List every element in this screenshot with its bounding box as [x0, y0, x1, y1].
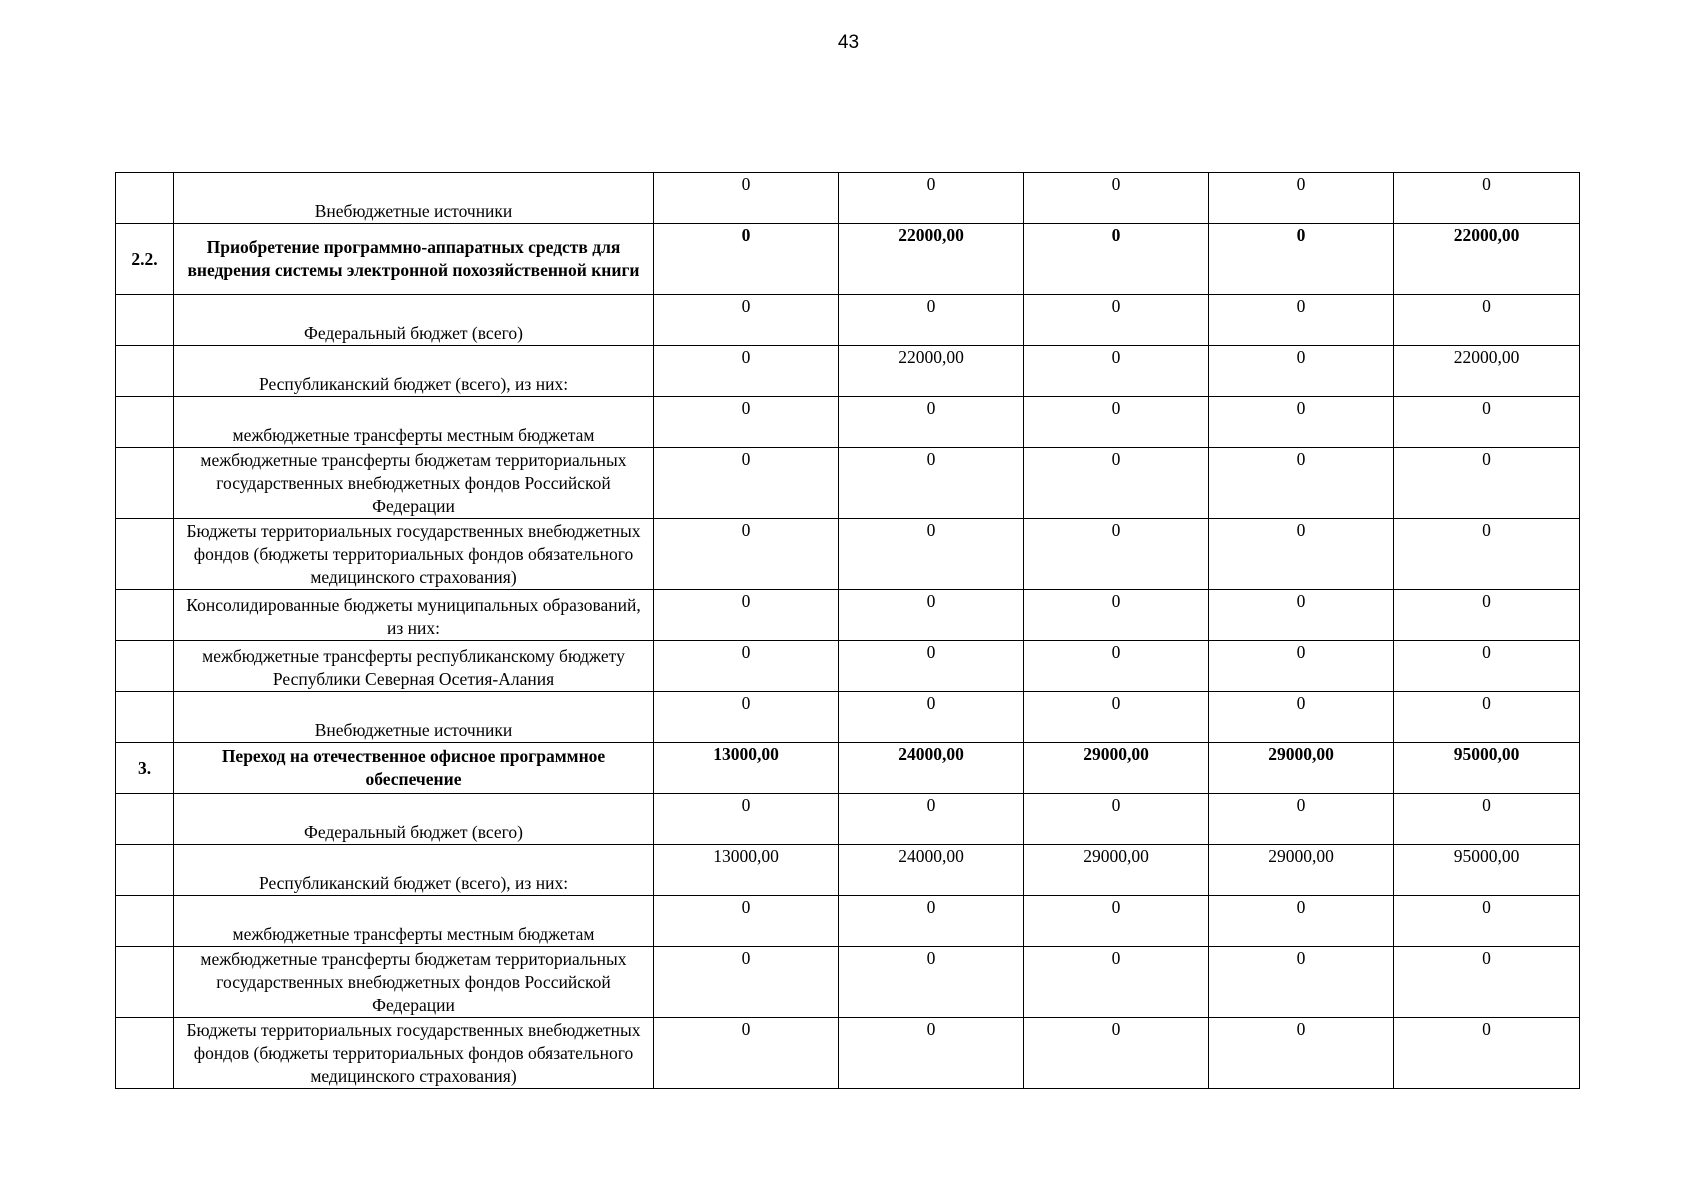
row-number-cell	[116, 295, 174, 346]
row-value-cell-5: 0	[1394, 519, 1580, 590]
row-value-cell-1: 0	[654, 224, 839, 295]
row-number-cell	[116, 1018, 174, 1089]
row-description-cell: Федеральный бюджет (всего)	[174, 295, 654, 346]
row-description-cell: межбюджетные трансферты бюджетам территориальных государственных внебюджетных фондов Российской Федерации	[174, 947, 654, 1018]
row-value-cell-2: 0	[839, 692, 1024, 743]
row-number-cell	[116, 896, 174, 947]
row-value-cell-2: 0	[839, 794, 1024, 845]
row-value-cell-3: 0	[1024, 224, 1209, 295]
row-number-cell	[116, 692, 174, 743]
row-description-cell: Внебюджетные источники	[174, 692, 654, 743]
row-value-cell-4: 0	[1209, 947, 1394, 1018]
row-value-cell-2: 0	[839, 397, 1024, 448]
row-value-cell-4: 0	[1209, 641, 1394, 692]
row-value-cell-1: 0	[654, 448, 839, 519]
row-value-cell-3: 0	[1024, 1018, 1209, 1089]
budget-table	[115, 172, 1580, 1089]
table-row	[116, 641, 1580, 692]
row-value-cell-3: 0	[1024, 590, 1209, 641]
table-body	[116, 173, 1580, 1089]
row-value-cell-3: 0	[1024, 519, 1209, 590]
row-number-cell	[116, 397, 174, 448]
table-row	[116, 346, 1580, 397]
row-value-cell-4: 0	[1209, 346, 1394, 397]
table-row	[116, 794, 1580, 845]
row-value-cell-5: 0	[1394, 397, 1580, 448]
row-value-cell-5: 22000,00	[1394, 224, 1580, 295]
row-value-cell-5: 95000,00	[1394, 845, 1580, 896]
row-value-cell-1: 0	[654, 397, 839, 448]
row-value-cell-4: 0	[1209, 448, 1394, 519]
table-row	[116, 743, 1580, 794]
row-value-cell-1: 0	[654, 173, 839, 224]
row-value-cell-1: 0	[654, 896, 839, 947]
row-value-cell-5: 0	[1394, 590, 1580, 641]
row-value-cell-2: 0	[839, 448, 1024, 519]
table-row	[116, 224, 1580, 295]
row-value-cell-3: 0	[1024, 397, 1209, 448]
row-value-cell-3: 0	[1024, 692, 1209, 743]
row-value-cell-2: 22000,00	[839, 346, 1024, 397]
row-value-cell-1: 0	[654, 947, 839, 1018]
row-number-cell	[116, 590, 174, 641]
row-number-cell	[116, 947, 174, 1018]
table-row	[116, 845, 1580, 896]
row-description-cell: Республиканский бюджет (всего), из них:	[174, 845, 654, 896]
row-value-cell-3: 0	[1024, 794, 1209, 845]
row-value-cell-2: 0	[839, 947, 1024, 1018]
row-number-cell	[116, 448, 174, 519]
row-value-cell-2: 24000,00	[839, 845, 1024, 896]
row-value-cell-4: 0	[1209, 397, 1394, 448]
row-description-cell: Федеральный бюджет (всего)	[174, 794, 654, 845]
row-number-cell: 3.	[116, 743, 174, 794]
row-value-cell-2: 0	[839, 519, 1024, 590]
table-row	[116, 397, 1580, 448]
row-description-cell: Консолидированные бюджеты муниципальных образований, из них:	[174, 590, 654, 641]
row-number-cell	[116, 346, 174, 397]
table-row	[116, 692, 1580, 743]
row-value-cell-5: 0	[1394, 295, 1580, 346]
table-row	[116, 295, 1580, 346]
row-value-cell-2: 24000,00	[839, 743, 1024, 794]
row-value-cell-3: 29000,00	[1024, 845, 1209, 896]
row-value-cell-1: 0	[654, 346, 839, 397]
row-number-cell	[116, 173, 174, 224]
row-value-cell-5: 0	[1394, 794, 1580, 845]
row-value-cell-5: 0	[1394, 692, 1580, 743]
row-value-cell-3: 0	[1024, 947, 1209, 1018]
row-description-cell: межбюджетные трансферты местным бюджетам	[174, 896, 654, 947]
row-value-cell-2: 0	[839, 590, 1024, 641]
row-value-cell-3: 29000,00	[1024, 743, 1209, 794]
row-value-cell-5: 0	[1394, 173, 1580, 224]
page-number: 43	[837, 32, 860, 53]
row-value-cell-1: 0	[654, 692, 839, 743]
row-value-cell-1: 0	[654, 295, 839, 346]
row-value-cell-4: 0	[1209, 173, 1394, 224]
row-number-cell	[116, 794, 174, 845]
row-value-cell-1: 13000,00	[654, 845, 839, 896]
row-value-cell-4: 0	[1209, 224, 1394, 295]
row-value-cell-4: 29000,00	[1209, 845, 1394, 896]
row-value-cell-5: 0	[1394, 1018, 1580, 1089]
row-value-cell-1: 0	[654, 1018, 839, 1089]
row-value-cell-3: 0	[1024, 896, 1209, 947]
row-description-cell: Бюджеты территориальных государственных внебюджетных фондов (бюджеты территориальных фондов обязательного медицинского страхования)	[174, 519, 654, 590]
row-value-cell-2: 0	[839, 295, 1024, 346]
table-row	[116, 896, 1580, 947]
row-value-cell-2: 0	[839, 173, 1024, 224]
table-row	[116, 947, 1580, 1018]
table-row	[116, 1018, 1580, 1089]
row-number-cell	[116, 641, 174, 692]
row-value-cell-3: 0	[1024, 346, 1209, 397]
row-value-cell-1: 0	[654, 794, 839, 845]
row-description-cell: Переход на отечественное офисное программное обеспечение	[174, 743, 654, 794]
row-number-cell	[116, 519, 174, 590]
row-description-cell: Внебюджетные источники	[174, 173, 654, 224]
table-row	[116, 519, 1580, 590]
row-value-cell-3: 0	[1024, 641, 1209, 692]
row-value-cell-2: 0	[839, 896, 1024, 947]
row-value-cell-3: 0	[1024, 448, 1209, 519]
row-description-cell: Бюджеты территориальных государственных внебюджетных фондов (бюджеты территориальных фондов обязательного медицинского страхования)	[174, 1018, 654, 1089]
row-value-cell-2: 22000,00	[839, 224, 1024, 295]
row-value-cell-4: 29000,00	[1209, 743, 1394, 794]
table-row	[116, 448, 1580, 519]
row-value-cell-1: 0	[654, 519, 839, 590]
row-value-cell-1: 0	[654, 641, 839, 692]
row-value-cell-4: 0	[1209, 295, 1394, 346]
row-number-cell: 2.2.	[116, 224, 174, 295]
row-description-cell: Республиканский бюджет (всего), из них:	[174, 346, 654, 397]
row-value-cell-4: 0	[1209, 692, 1394, 743]
row-value-cell-5: 95000,00	[1394, 743, 1580, 794]
row-value-cell-4: 0	[1209, 519, 1394, 590]
row-value-cell-4: 0	[1209, 1018, 1394, 1089]
row-description-cell: межбюджетные трансферты республиканскому бюджету Республики Северная Осетия-Алания	[174, 641, 654, 692]
row-value-cell-5: 22000,00	[1394, 346, 1580, 397]
row-description-cell: межбюджетные трансферты бюджетам территориальных государственных внебюджетных фондов Российской Федерации	[174, 448, 654, 519]
row-value-cell-1: 0	[654, 590, 839, 641]
row-number-cell	[116, 845, 174, 896]
row-description-cell: Приобретение программно-аппаратных средств для внедрения системы электронной похозяйственной книги	[174, 224, 654, 295]
row-value-cell-4: 0	[1209, 794, 1394, 845]
row-value-cell-5: 0	[1394, 896, 1580, 947]
row-value-cell-5: 0	[1394, 448, 1580, 519]
row-value-cell-3: 0	[1024, 295, 1209, 346]
row-value-cell-5: 0	[1394, 947, 1580, 1018]
table-row	[116, 590, 1580, 641]
row-description-cell: межбюджетные трансферты местным бюджетам	[174, 397, 654, 448]
row-value-cell-4: 0	[1209, 590, 1394, 641]
row-value-cell-1: 13000,00	[654, 743, 839, 794]
row-value-cell-2: 0	[839, 1018, 1024, 1089]
row-value-cell-3: 0	[1024, 173, 1209, 224]
row-value-cell-4: 0	[1209, 896, 1394, 947]
row-value-cell-5: 0	[1394, 641, 1580, 692]
row-value-cell-2: 0	[839, 641, 1024, 692]
table-row	[116, 173, 1580, 224]
